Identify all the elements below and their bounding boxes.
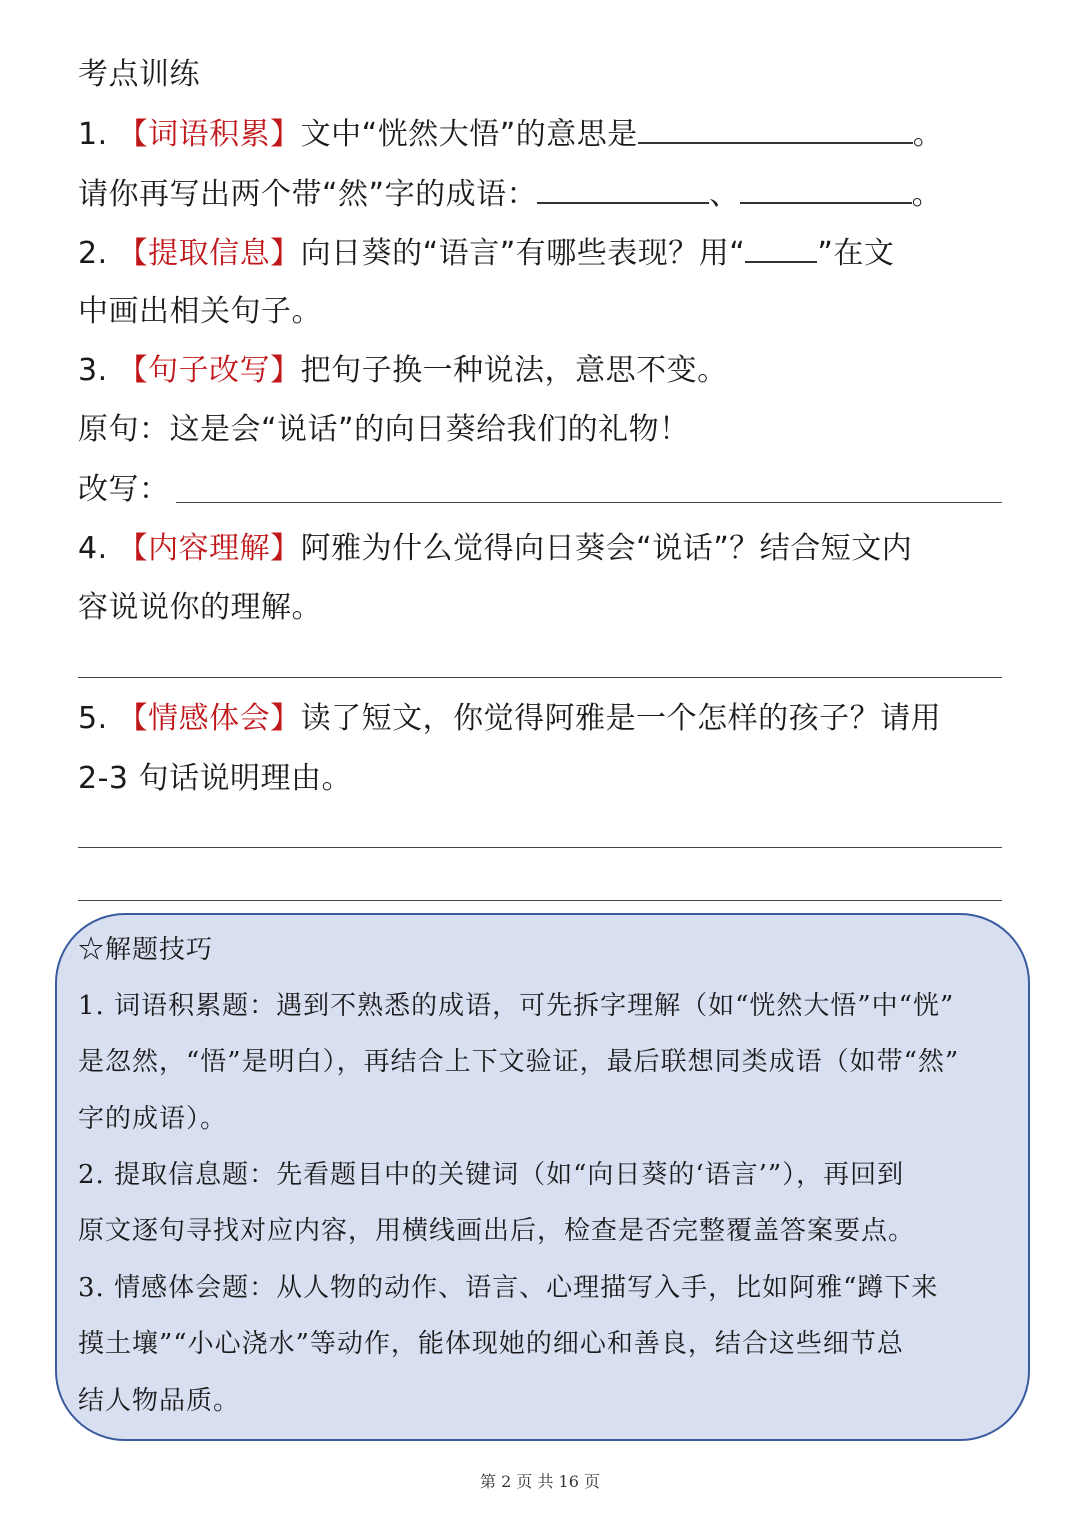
underline-sample <box>745 233 817 263</box>
question-4-line-1 <box>78 529 912 569</box>
rewrite-label: 改写： <box>78 472 170 507</box>
question-3-line-1 <box>78 351 728 391</box>
tips-line: 原文逐句寻找对应内容，用横线画出后，检查是否完整覆盖答案要点。 <box>78 1216 916 1246</box>
separator: 、 <box>709 177 740 212</box>
tips-line: 2. 提取信息题：先看题目中的关键词（如“向日葵的‘语言’”），再回到 <box>78 1160 905 1190</box>
tips-line: 是忽然，“悟”是明白），再结合上下文验证，最后联想同类成语（如带“然” <box>78 1047 960 1077</box>
question-tag: 【提取信息】 <box>117 236 301 271</box>
answer-blank[interactable] <box>537 174 709 204</box>
question-text-end: 。 <box>911 177 943 212</box>
question-2-line-2: 中画出相关句子。 <box>78 294 322 329</box>
answer-line[interactable] <box>78 900 1002 901</box>
question-number: 4. <box>78 531 108 566</box>
question-text: 阿雅为什么觉得向日葵会“说话”？结合短文内 <box>300 531 913 566</box>
question-number: 5. <box>78 701 108 736</box>
original-sentence: 原句：这是会“说话”的向日葵给我们的礼物！ <box>78 412 690 447</box>
answer-blank[interactable] <box>638 114 913 144</box>
question-text-end: 。 <box>912 117 944 152</box>
answer-blank[interactable] <box>740 174 912 204</box>
question-1-line-2 <box>78 174 942 215</box>
tips-line: 字的成语）。 <box>78 1104 228 1134</box>
question-text: 把句子换一种说法，意思不变。 <box>300 353 728 388</box>
question-text: ”在文 <box>817 236 895 271</box>
question-text: 读了短文，你觉得阿雅是一个怎样的孩子？请用 <box>300 701 942 736</box>
section-title: 考点训练 <box>78 57 200 92</box>
question-text: 向日葵的“语言”有哪些表现？用“ <box>300 236 746 271</box>
tips-line: 结人物品质。 <box>78 1386 241 1416</box>
tips-line: 1. 词语积累题：遇到不熟悉的成语，可先拆字理解（如“恍然大悟”中“恍” <box>78 991 955 1021</box>
question-1-line-1 <box>78 114 943 155</box>
question-tag: 【词语积累】 <box>117 117 301 152</box>
question-4-line-2: 容说说你的理解。 <box>78 590 322 625</box>
question-5-line-1 <box>78 699 941 739</box>
question-text: 文中“恍然大悟”的意思是 <box>300 117 638 152</box>
question-tag: 【内容理解】 <box>117 531 301 566</box>
question-tag: 【句子改写】 <box>117 353 301 388</box>
question-text: 请你再写出两个带“然”字的成语： <box>78 177 538 212</box>
question-5-line-2: 2-3 句话说明理由。 <box>78 761 353 796</box>
question-2-line-1 <box>78 233 894 274</box>
question-number: 1. <box>78 117 108 152</box>
question-number: 3. <box>78 353 108 388</box>
question-number: 2. <box>78 236 108 271</box>
answer-line[interactable] <box>78 677 1002 678</box>
tips-line: 摸土壤”“小心浇水”等动作，能体现她的细心和善良，结合这些细节总 <box>78 1329 904 1359</box>
question-tag: 【情感体会】 <box>117 701 301 736</box>
answer-line[interactable] <box>78 847 1002 848</box>
tips-title: ☆解题技巧 <box>78 935 214 965</box>
page-footer: 第 2 页 共 16 页 <box>480 1472 600 1491</box>
tips-line: 3. 情感体会题：从人物的动作、语言、心理描写入手，比如阿雅“蹲下来 <box>78 1273 939 1303</box>
rewrite-answer-line[interactable] <box>176 502 1002 503</box>
